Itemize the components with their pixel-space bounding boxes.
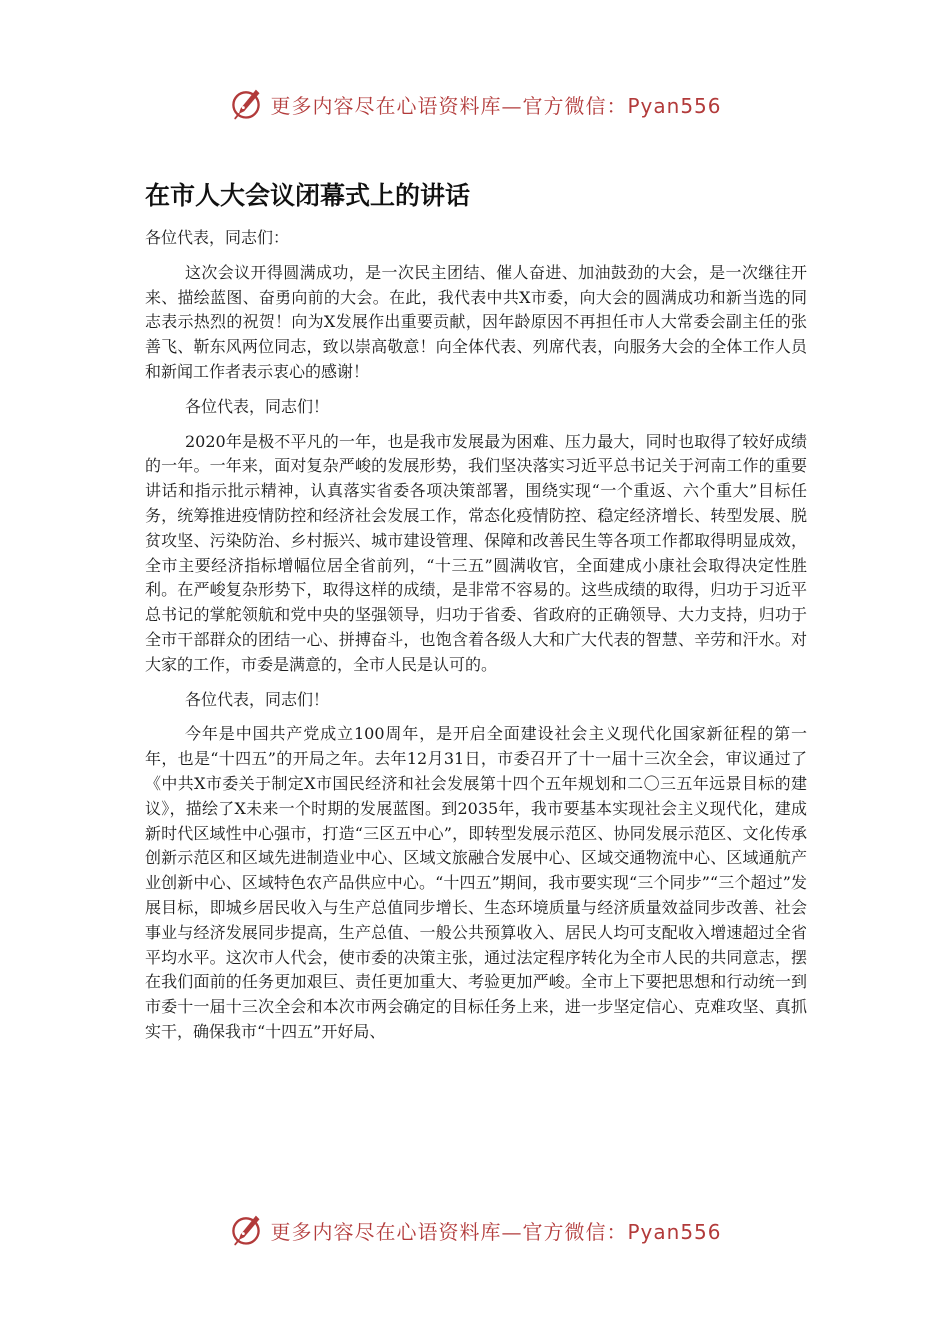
paragraph-3: 2020年是极不平凡的一年，也是我市发展最为困难、压力最大，同时也取得了较好成绩的一年。一年来，面对复杂严峻的发展形势，我们坚决落实习近平总书记关于河南工作的重要讲话和指示批示精神，认真落实省委各项决策部署，围绕实现“一个重返、六个重大”目标任务，统筹推进疫情防控和经济社会发展工作，常态化疫情防控、稳定经济增长、转型发展、脱贫攻坚、污染防治、乡村振兴、城市建设管理、保障和改善民生等各项工作都取得明显成效，全市主要经济指标增幅位居全省前列，“十三五”圆满收官，全面建成小康社会取得决定性胜利。在严峻复杂形势下，取得这样的成绩，是非常不容易的。这些成绩的取得，归功于习近平总书记的掌舵领航和党中央的坚强领导，归功于省委、省政府的正确领导、大力支持，归功于全市干部群众的团结一心、拼搏奋斗，也饱含着各级人大和广大代表的智慧、辛劳和汗水。对大家的工作，市委是满意的，全市人民是认可的。	[145, 431, 807, 674]
watermark-official: 官方微信：	[522, 93, 628, 118]
paragraph-4: 各位代表，同志们！	[185, 689, 330, 709]
watermark-banner-top	[0, 84, 950, 124]
watermark-text	[270, 1216, 721, 1245]
watermark-text	[270, 90, 721, 119]
document-title: 在市人大会议闭幕式上的讲话	[145, 181, 471, 210]
watermark-wechat-id: Pyan556	[627, 93, 722, 118]
salutation: 各位代表，同志们：	[145, 228, 290, 247]
watermark-sep: —	[501, 1219, 523, 1244]
watermark-official: 官方微信：	[522, 1219, 628, 1244]
paragraph-5: 今年是中国共产党成立100周年，是开启全面建设社会主义现代化国家新征程的第一年，也是“十四五”的开局之年。去年12月31日，市委召开了十一届十三次全会，审议通过了《中共X市委关于制定X市国民经济和社会发展第十四个五年规划和二〇三五年远景目标的建议》，描绘了X未来一个时期的发展蓝图。到2035年，我市要基本实现社会主义现代化，建成新时代区域性中心强市，打造“三区五中心”，即转型发展示范区、协同发展示范区、文化传承创新示范区和区域先进制造业中心、区域文旅融合发展中心、区域交通物流中心、区域通航产业创新中心、区域特色农产品供应中心。“十四五”期间，我市要实现“三个同步”“三个超过”发展目标，即城乡居民收入与生产总值同步增长、生态环境质量与经济质量效益同步改善、社会事业与经济发展同步提高，生产总值、一般公共预算收入、居民人均可支配收入增速超过全省平均水平。这次市人代会，使市委的决策主张，通过法定程序转化为全市人民的共同意志，摆在我们面前的任务更加艰巨、责任更加重大、考验更加严峻。全市上下要把思想和行动统一到市委十一届十三次全会和本次市两会确定的目标任务上来，进一步坚定信心、克难攻坚、真抓实干，确保我市“十四五”开好局、	[145, 724, 807, 1041]
watermark-sep: —	[501, 93, 523, 118]
watermark-main: 更多内容尽在心语资料库	[270, 1219, 502, 1244]
paragraph-1: 这次会议开得圆满成功，是一次民主团结、催人奋进、加油鼓劲的大会，是一次继往开来、描绘蓝图、奋勇向前的大会。在此，我代表中共X市委，向大会的圆满成功和新当选的同志表示热烈的祝贺！向为X发展作出重要贡献，因年龄原因不再担任市人大常委会副主任的张善飞、靳东风两位同志，致以崇高敬意！向全体代表、列席代表，向服务大会的全体工作人员和新闻工作者表示衷心的感谢！	[145, 262, 807, 381]
watermark-main: 更多内容尽在心语资料库	[270, 93, 502, 118]
document-body	[145, 176, 807, 1055]
fountain-pen-logo-icon	[228, 1212, 264, 1248]
watermark-wechat-id: Pyan556	[627, 1219, 722, 1244]
watermark-banner-bottom	[0, 1210, 950, 1250]
paragraph-2: 各位代表，同志们！	[185, 396, 330, 416]
fountain-pen-logo-icon	[228, 86, 264, 122]
